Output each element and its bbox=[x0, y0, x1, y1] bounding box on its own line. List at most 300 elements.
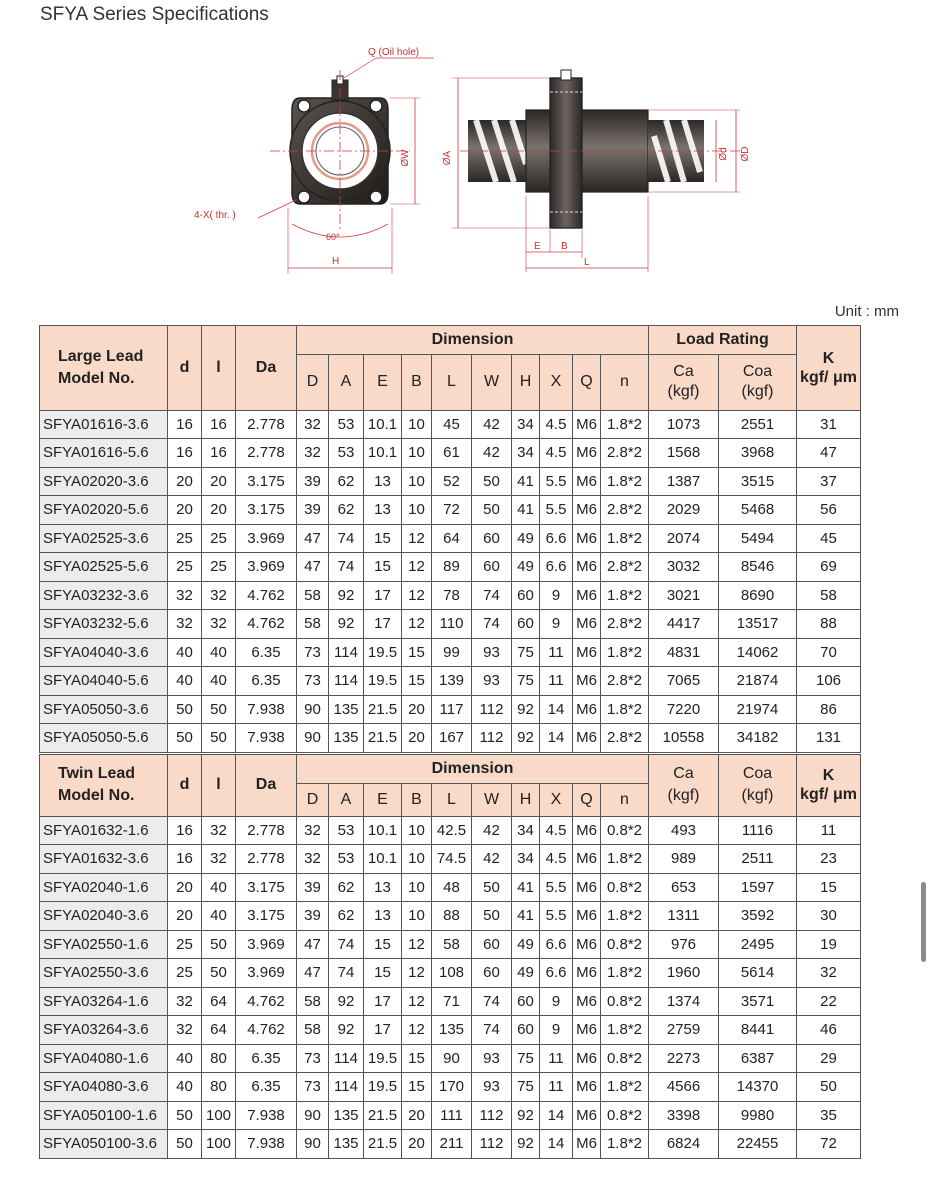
spec-value-cell: 10.1 bbox=[364, 816, 402, 845]
spec-value-cell: 14 bbox=[540, 695, 573, 724]
spec-value-cell: 45 bbox=[432, 410, 472, 439]
h-dim-label: H bbox=[332, 256, 340, 267]
spec-value-cell: 11 bbox=[540, 1073, 573, 1102]
spec-value-cell: 50 bbox=[472, 496, 512, 525]
spec-value-cell: 8441 bbox=[719, 1016, 797, 1045]
spec-value-cell: 93 bbox=[472, 1044, 512, 1073]
spec-value-cell: M6 bbox=[573, 1101, 601, 1130]
spec-value-cell: 58 bbox=[297, 1016, 329, 1045]
spec-value-cell: 11 bbox=[797, 816, 861, 845]
spec-value-cell: 15 bbox=[364, 553, 402, 582]
spec-value-cell: 15 bbox=[402, 667, 432, 696]
model-number-cell: SFYA02550-1.6 bbox=[40, 930, 168, 959]
spec-value-cell: 50 bbox=[472, 902, 512, 931]
k-header: K kgf/ μm bbox=[797, 326, 861, 411]
spec-value-cell: 19.5 bbox=[364, 667, 402, 696]
spec-value-cell: 117 bbox=[432, 695, 472, 724]
dim-col-header: B bbox=[402, 354, 432, 410]
spec-value-cell: 110 bbox=[432, 610, 472, 639]
spec-value-cell: 19.5 bbox=[364, 1073, 402, 1102]
model-number-cell: SFYA02040-3.6 bbox=[40, 902, 168, 931]
spec-value-cell: 90 bbox=[297, 1101, 329, 1130]
spec-value-cell: 1311 bbox=[649, 902, 719, 931]
spec-value-cell: 112 bbox=[472, 724, 512, 753]
spec-value-cell: 32 bbox=[168, 610, 202, 639]
spec-value-cell: 6.35 bbox=[236, 1073, 297, 1102]
model-number-cell: SFYA04040-5.6 bbox=[40, 667, 168, 696]
table-row bbox=[40, 553, 861, 582]
spec-value-cell: 34 bbox=[512, 845, 540, 874]
table-row bbox=[40, 816, 861, 845]
spec-value-cell: 100 bbox=[202, 1101, 236, 1130]
spec-value-cell: 4566 bbox=[649, 1073, 719, 1102]
spec-value-cell: M6 bbox=[573, 1016, 601, 1045]
da-header: Da bbox=[236, 326, 297, 411]
e-dim-label: E bbox=[534, 241, 541, 252]
spec-value-cell: 5494 bbox=[719, 524, 797, 553]
d-small-dim-label: Ød bbox=[718, 147, 729, 161]
spec-value-cell: 62 bbox=[329, 902, 364, 931]
spec-value-cell: 6824 bbox=[649, 1130, 719, 1159]
d-header: d bbox=[168, 755, 202, 817]
spec-value-cell: M6 bbox=[573, 467, 601, 496]
spec-value-cell: 16 bbox=[202, 439, 236, 468]
spec-value-cell: 3021 bbox=[649, 581, 719, 610]
dim-col-header: E bbox=[364, 783, 402, 816]
spec-value-cell: 41 bbox=[512, 496, 540, 525]
spec-value-cell: 92 bbox=[329, 987, 364, 1016]
spec-value-cell: 0.8*2 bbox=[601, 1101, 649, 1130]
spec-value-cell: 15 bbox=[402, 1073, 432, 1102]
spec-value-cell: 73 bbox=[297, 638, 329, 667]
spec-value-cell: 40 bbox=[168, 638, 202, 667]
spec-value-cell: 0.8*2 bbox=[601, 987, 649, 1016]
spec-value-cell: 1.8*2 bbox=[601, 581, 649, 610]
spec-value-cell: 1.8*2 bbox=[601, 959, 649, 988]
spec-value-cell: 6.6 bbox=[540, 930, 573, 959]
model-number-cell: SFYA02020-3.6 bbox=[40, 467, 168, 496]
spec-value-cell: 13 bbox=[364, 496, 402, 525]
spec-value-cell: 80 bbox=[202, 1073, 236, 1102]
spec-value-cell: 11 bbox=[540, 1044, 573, 1073]
spec-value-cell: 53 bbox=[329, 439, 364, 468]
spec-value-cell: 75 bbox=[512, 1073, 540, 1102]
spec-value-cell: 50 bbox=[797, 1073, 861, 1102]
spec-value-cell: 71 bbox=[432, 987, 472, 1016]
spec-value-cell: 11 bbox=[540, 638, 573, 667]
d-header: d bbox=[168, 326, 202, 411]
spec-value-cell: 92 bbox=[512, 1101, 540, 1130]
spec-value-cell: 108 bbox=[432, 959, 472, 988]
a-dim-label: ØA bbox=[442, 150, 453, 166]
twin-lead-spec-table bbox=[39, 754, 861, 1159]
spec-value-cell: 10 bbox=[402, 873, 432, 902]
spec-value-cell: M6 bbox=[573, 581, 601, 610]
spec-value-cell: 14 bbox=[540, 1130, 573, 1159]
ca-header: Ca (kgf) bbox=[649, 755, 719, 817]
model-number-cell: SFYA04080-3.6 bbox=[40, 1073, 168, 1102]
spec-value-cell: 135 bbox=[329, 695, 364, 724]
spec-value-cell: 976 bbox=[649, 930, 719, 959]
spec-value-cell: 16 bbox=[168, 816, 202, 845]
spec-value-cell: 15 bbox=[364, 959, 402, 988]
spec-value-cell: 4.5 bbox=[540, 410, 573, 439]
spec-value-cell: 114 bbox=[329, 1073, 364, 1102]
bolt-hole bbox=[370, 191, 382, 203]
spec-value-cell: 5614 bbox=[719, 959, 797, 988]
spec-value-cell: 20 bbox=[168, 873, 202, 902]
coa-header: Coa (kgf) bbox=[719, 354, 797, 410]
spec-value-cell: 1.8*2 bbox=[601, 1130, 649, 1159]
l-header: l bbox=[202, 755, 236, 817]
spec-value-cell: 50 bbox=[168, 1101, 202, 1130]
spec-value-cell: 41 bbox=[512, 467, 540, 496]
spec-value-cell: 78 bbox=[432, 581, 472, 610]
spec-value-cell: 10 bbox=[402, 439, 432, 468]
spec-value-cell: 58 bbox=[297, 610, 329, 639]
spec-value-cell: 58 bbox=[432, 930, 472, 959]
spec-value-cell: 3.969 bbox=[236, 930, 297, 959]
spec-value-cell: 61 bbox=[432, 439, 472, 468]
spec-value-cell: 3.969 bbox=[236, 524, 297, 553]
spec-value-cell: 112 bbox=[472, 1130, 512, 1159]
spec-value-cell: 21.5 bbox=[364, 695, 402, 724]
spec-value-cell: 12 bbox=[402, 930, 432, 959]
table-row bbox=[40, 1073, 861, 1102]
spec-value-cell: 3.175 bbox=[236, 467, 297, 496]
spec-value-cell: 100 bbox=[202, 1130, 236, 1159]
model-number-cell: SFYA01616-5.6 bbox=[40, 439, 168, 468]
bolt-hole bbox=[298, 191, 310, 203]
spec-value-cell: 42.5 bbox=[432, 816, 472, 845]
oil-hole-label: Q (Oil hole) bbox=[368, 47, 420, 58]
spec-value-cell: M6 bbox=[573, 695, 601, 724]
spec-value-cell: 2.778 bbox=[236, 816, 297, 845]
spec-value-cell: 16 bbox=[168, 410, 202, 439]
spec-value-cell: 12 bbox=[402, 553, 432, 582]
spec-value-cell: M6 bbox=[573, 439, 601, 468]
spec-value-cell: 1.8*2 bbox=[601, 845, 649, 874]
w-dim-label: ØW bbox=[400, 149, 411, 167]
spec-value-cell: 1073 bbox=[649, 410, 719, 439]
spec-value-cell: 31 bbox=[797, 410, 861, 439]
model-number-cell: SFYA03232-5.6 bbox=[40, 610, 168, 639]
spec-value-cell: 34 bbox=[512, 816, 540, 845]
spec-value-cell: 1568 bbox=[649, 439, 719, 468]
ca-header: Ca (kgf) bbox=[649, 354, 719, 410]
spec-value-cell: 99 bbox=[432, 638, 472, 667]
dim-col-header: L bbox=[432, 783, 472, 816]
spec-value-cell: 9980 bbox=[719, 1101, 797, 1130]
model-number-cell: SFYA04040-3.6 bbox=[40, 638, 168, 667]
dim-col-header: L bbox=[432, 354, 472, 410]
spec-value-cell: 39 bbox=[297, 496, 329, 525]
spec-value-cell: 74 bbox=[329, 959, 364, 988]
spec-value-cell: 47 bbox=[297, 930, 329, 959]
d-large-dim-label: ØD bbox=[740, 146, 751, 162]
spec-value-cell: 3.175 bbox=[236, 496, 297, 525]
spec-value-cell: 50 bbox=[202, 695, 236, 724]
spec-value-cell: 20 bbox=[202, 496, 236, 525]
spec-value-cell: 7220 bbox=[649, 695, 719, 724]
spec-value-cell: 32 bbox=[168, 581, 202, 610]
table-row bbox=[40, 638, 861, 667]
spec-value-cell: 17 bbox=[364, 610, 402, 639]
spec-value-cell: 64 bbox=[202, 1016, 236, 1045]
spec-value-cell: 32 bbox=[297, 845, 329, 874]
spec-value-cell: 46 bbox=[797, 1016, 861, 1045]
spec-value-cell: 1.8*2 bbox=[601, 902, 649, 931]
spec-value-cell: 49 bbox=[512, 930, 540, 959]
spec-value-cell: 40 bbox=[168, 1073, 202, 1102]
spec-value-cell: 49 bbox=[512, 553, 540, 582]
spec-value-cell: 211 bbox=[432, 1130, 472, 1159]
spec-value-cell: 60 bbox=[472, 524, 512, 553]
spec-value-cell: 80 bbox=[202, 1044, 236, 1073]
spec-value-cell: 89 bbox=[432, 553, 472, 582]
load-rating-header: Load Rating bbox=[649, 326, 797, 355]
model-number-cell: SFYA03264-3.6 bbox=[40, 1016, 168, 1045]
spec-value-cell: 45 bbox=[797, 524, 861, 553]
spec-value-cell: 92 bbox=[329, 581, 364, 610]
spec-value-cell: 29 bbox=[797, 1044, 861, 1073]
spec-value-cell: M6 bbox=[573, 724, 601, 753]
spec-value-cell: 3.175 bbox=[236, 902, 297, 931]
spec-value-cell: 40 bbox=[202, 638, 236, 667]
spec-value-cell: 20 bbox=[402, 695, 432, 724]
spec-value-cell: 60 bbox=[512, 581, 540, 610]
spec-value-cell: 32 bbox=[168, 1016, 202, 1045]
spec-value-cell: 9 bbox=[540, 610, 573, 639]
dim-col-header: H bbox=[512, 354, 540, 410]
spec-value-cell: 135 bbox=[432, 1016, 472, 1045]
spec-value-cell: 49 bbox=[512, 524, 540, 553]
spec-value-cell: 20 bbox=[168, 467, 202, 496]
spec-value-cell: 69 bbox=[797, 553, 861, 582]
spec-value-cell: 92 bbox=[329, 1016, 364, 1045]
table-row bbox=[40, 524, 861, 553]
spec-value-cell: 41 bbox=[512, 902, 540, 931]
spec-value-cell: 62 bbox=[329, 467, 364, 496]
spec-value-cell: 58 bbox=[797, 581, 861, 610]
spec-value-cell: 60 bbox=[512, 1016, 540, 1045]
spec-value-cell: 50 bbox=[472, 467, 512, 496]
dim-col-header: W bbox=[472, 783, 512, 816]
spec-value-cell: M6 bbox=[573, 524, 601, 553]
spec-value-cell: 25 bbox=[202, 524, 236, 553]
spec-value-cell: 73 bbox=[297, 1073, 329, 1102]
spec-value-cell: 1.8*2 bbox=[601, 524, 649, 553]
spec-value-cell: 60 bbox=[472, 930, 512, 959]
spec-value-cell: 60 bbox=[512, 987, 540, 1016]
spec-value-cell: 90 bbox=[297, 1130, 329, 1159]
table-row bbox=[40, 610, 861, 639]
spec-value-cell: 139 bbox=[432, 667, 472, 696]
spec-value-cell: 74 bbox=[472, 1016, 512, 1045]
spec-value-cell: 112 bbox=[472, 1101, 512, 1130]
spec-value-cell: 70 bbox=[797, 638, 861, 667]
k-header: K kgf/ μm bbox=[797, 755, 861, 817]
spec-value-cell: 3032 bbox=[649, 553, 719, 582]
spec-value-cell: 3.969 bbox=[236, 553, 297, 582]
spec-value-cell: 42 bbox=[472, 845, 512, 874]
spec-value-cell: 39 bbox=[297, 873, 329, 902]
spec-value-cell: 60 bbox=[472, 959, 512, 988]
spec-value-cell: 7.938 bbox=[236, 724, 297, 753]
spec-value-cell: 10558 bbox=[649, 724, 719, 753]
spec-value-cell: 1.8*2 bbox=[601, 1073, 649, 1102]
spec-value-cell: 17 bbox=[364, 1016, 402, 1045]
spec-value-cell: 3.175 bbox=[236, 873, 297, 902]
spec-value-cell: 92 bbox=[512, 724, 540, 753]
unit-label: Unit : mm bbox=[834, 303, 899, 320]
spec-value-cell: 34 bbox=[512, 439, 540, 468]
spec-value-cell: 25 bbox=[168, 524, 202, 553]
table-row bbox=[40, 467, 861, 496]
dim-col-header: Q bbox=[573, 354, 601, 410]
spec-value-cell: 4.762 bbox=[236, 581, 297, 610]
spec-value-cell: 35 bbox=[797, 1101, 861, 1130]
spec-value-cell: 50 bbox=[168, 724, 202, 753]
l-header: l bbox=[202, 326, 236, 411]
spec-value-cell: 25 bbox=[168, 930, 202, 959]
dim-col-header: Q bbox=[573, 783, 601, 816]
spec-value-cell: 73 bbox=[297, 1044, 329, 1073]
dim-col-header: D bbox=[297, 354, 329, 410]
spec-value-cell: M6 bbox=[573, 959, 601, 988]
spec-value-cell: 167 bbox=[432, 724, 472, 753]
spec-value-cell: 72 bbox=[797, 1130, 861, 1159]
spec-value-cell: 493 bbox=[649, 816, 719, 845]
spec-value-cell: 32 bbox=[202, 581, 236, 610]
spec-value-cell: 47 bbox=[797, 439, 861, 468]
spec-value-cell: 1960 bbox=[649, 959, 719, 988]
dimension-header: Dimension bbox=[297, 755, 649, 784]
spec-value-cell: 32 bbox=[297, 410, 329, 439]
model-number-cell: SFYA05050-3.6 bbox=[40, 695, 168, 724]
spec-value-cell: 10 bbox=[402, 816, 432, 845]
spec-value-cell: 3.969 bbox=[236, 959, 297, 988]
spec-value-cell: 21974 bbox=[719, 695, 797, 724]
spec-value-cell: 653 bbox=[649, 873, 719, 902]
spec-value-cell: 2495 bbox=[719, 930, 797, 959]
spec-value-cell: 30 bbox=[797, 902, 861, 931]
model-number-cell: SFYA04080-1.6 bbox=[40, 1044, 168, 1073]
scrollbar[interactable] bbox=[921, 882, 926, 962]
spec-value-cell: 4831 bbox=[649, 638, 719, 667]
spec-value-cell: 37 bbox=[797, 467, 861, 496]
spec-value-cell: 74 bbox=[329, 930, 364, 959]
spec-value-cell: 3571 bbox=[719, 987, 797, 1016]
spec-value-cell: 20 bbox=[402, 1130, 432, 1159]
spec-value-cell: 40 bbox=[168, 667, 202, 696]
spec-value-cell: 74 bbox=[329, 524, 364, 553]
spec-value-cell: 2.778 bbox=[236, 439, 297, 468]
spec-value-cell: 10.1 bbox=[364, 439, 402, 468]
spec-value-cell: 11 bbox=[540, 667, 573, 696]
spec-value-cell: 32 bbox=[297, 439, 329, 468]
spec-value-cell: 50 bbox=[202, 959, 236, 988]
spec-value-cell: 14062 bbox=[719, 638, 797, 667]
model-number-cell: SFYA01616-3.6 bbox=[40, 410, 168, 439]
spec-value-cell: 21.5 bbox=[364, 724, 402, 753]
spec-value-cell: 10 bbox=[402, 467, 432, 496]
spec-value-cell: 50 bbox=[202, 930, 236, 959]
spec-value-cell: 3592 bbox=[719, 902, 797, 931]
spec-value-cell: 16 bbox=[168, 439, 202, 468]
spec-value-cell: 114 bbox=[329, 667, 364, 696]
spec-value-cell: 4.5 bbox=[540, 816, 573, 845]
spec-value-cell: 1.8*2 bbox=[601, 695, 649, 724]
spec-value-cell: 10 bbox=[402, 496, 432, 525]
table-row bbox=[40, 1130, 861, 1159]
spec-value-cell: 9 bbox=[540, 987, 573, 1016]
spec-value-cell: 60 bbox=[512, 610, 540, 639]
b-dim-label: B bbox=[561, 241, 568, 252]
spec-value-cell: 15 bbox=[364, 930, 402, 959]
spec-value-cell: 0.8*2 bbox=[601, 930, 649, 959]
spec-value-cell: 47 bbox=[297, 524, 329, 553]
model-number-cell: SFYA03232-3.6 bbox=[40, 581, 168, 610]
spec-value-cell: M6 bbox=[573, 902, 601, 931]
spec-value-cell: 135 bbox=[329, 1101, 364, 1130]
spec-value-cell: 56 bbox=[797, 496, 861, 525]
spec-value-cell: 14370 bbox=[719, 1073, 797, 1102]
spec-value-cell: 34 bbox=[512, 410, 540, 439]
da-header: Da bbox=[236, 755, 297, 817]
spec-value-cell: 6.35 bbox=[236, 1044, 297, 1073]
spec-value-cell: 6387 bbox=[719, 1044, 797, 1073]
spec-value-cell: 2.778 bbox=[236, 410, 297, 439]
dim-col-header: X bbox=[540, 783, 573, 816]
spec-value-cell: M6 bbox=[573, 667, 601, 696]
spec-value-cell: 21.5 bbox=[364, 1101, 402, 1130]
spec-value-cell: 60 bbox=[472, 553, 512, 582]
spec-value-cell: 5.5 bbox=[540, 873, 573, 902]
spec-value-cell: 114 bbox=[329, 1044, 364, 1073]
spec-value-cell: 114 bbox=[329, 638, 364, 667]
spec-value-cell: 10 bbox=[402, 902, 432, 931]
spec-value-cell: 15 bbox=[797, 873, 861, 902]
angle-label: 60° bbox=[326, 232, 340, 242]
spec-value-cell: 10.1 bbox=[364, 845, 402, 874]
spec-value-cell: 7.938 bbox=[236, 695, 297, 724]
spec-value-cell: 12 bbox=[402, 581, 432, 610]
spec-value-cell: 106 bbox=[797, 667, 861, 696]
spec-value-cell: 1.8*2 bbox=[601, 1016, 649, 1045]
twin-lead-model-header: Twin Lead Model No. bbox=[40, 755, 168, 817]
spec-value-cell: 42 bbox=[472, 439, 512, 468]
dim-col-header: B bbox=[402, 783, 432, 816]
spec-value-cell: 19 bbox=[797, 930, 861, 959]
spec-value-cell: 2.8*2 bbox=[601, 724, 649, 753]
spec-value-cell: 6.6 bbox=[540, 524, 573, 553]
coa-header: Coa (kgf) bbox=[719, 755, 797, 817]
spec-value-cell: 32 bbox=[202, 816, 236, 845]
bolt-hole bbox=[370, 100, 382, 112]
model-number-cell: SFYA050100-1.6 bbox=[40, 1101, 168, 1130]
spec-value-cell: 64 bbox=[432, 524, 472, 553]
spec-value-cell: 2759 bbox=[649, 1016, 719, 1045]
spec-value-cell: 74 bbox=[472, 987, 512, 1016]
spec-value-cell: 88 bbox=[432, 902, 472, 931]
spec-value-cell: 20 bbox=[402, 724, 432, 753]
spec-value-cell: M6 bbox=[573, 816, 601, 845]
spec-value-cell: 2074 bbox=[649, 524, 719, 553]
dim-col-header: n bbox=[601, 783, 649, 816]
spec-value-cell: 0.8*2 bbox=[601, 873, 649, 902]
spec-value-cell: 0.8*2 bbox=[601, 1044, 649, 1073]
